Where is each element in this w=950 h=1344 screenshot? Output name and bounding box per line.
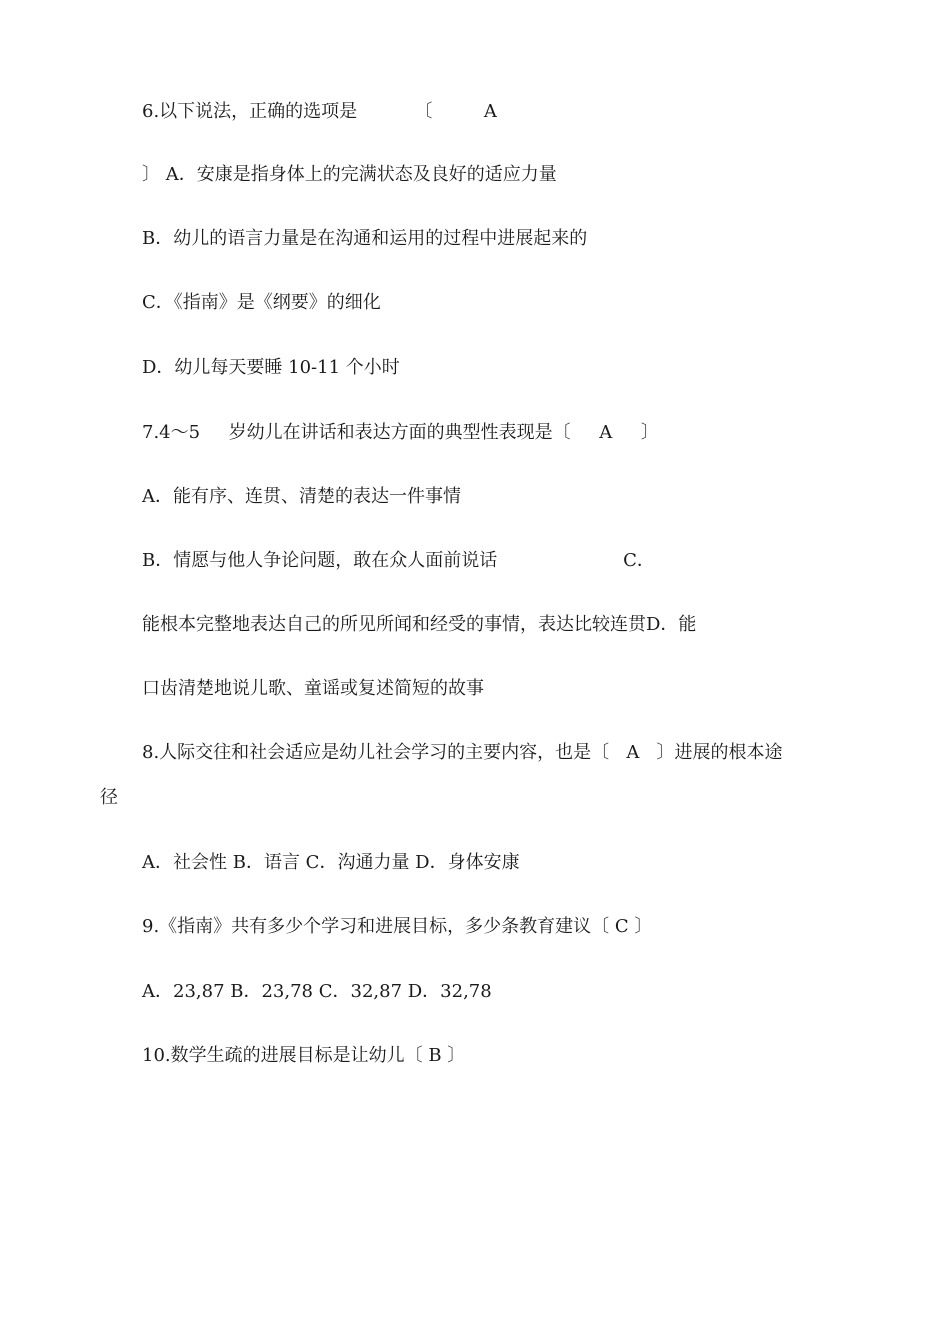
question-9-options: A．23,87 B．23,78 C．32,87 D．32,78 — [142, 981, 492, 1002]
question-6-option-c: C．《指南》是《纲要》的细化 — [142, 292, 381, 313]
question-7-option-b: B．情愿与他人争论问题，敢在众人面前说话 C． — [142, 550, 655, 571]
question-9-stem: 9.《指南》共有多少个学习和进展目标，多少条教育建议〔 C 〕 — [142, 916, 653, 937]
question-7-option-a: A．能有序、连贯、清楚的表达一件事情 — [142, 486, 461, 507]
question-6-option-a: 〕 A．安康是指身体上的完满状态及良好的适应力量 — [142, 164, 557, 185]
question-7-option-d: 口齿清楚地说儿歌、童谣或复述简短的故事 — [142, 678, 484, 699]
question-10-stem: 10.数学生疏的进展目标是让幼儿〔 B 〕 — [142, 1045, 466, 1066]
question-8-stem: 8.人际交往和社会适应是幼儿社会学习的主要内容，也是〔 A 〕进展的根本途 — [142, 742, 783, 763]
question-7-option-c: 能根本完整地表达自己的所见所闻和经受的事情，表达比较连贯D．能 — [142, 614, 697, 635]
question-8-stem-wrap: 径 — [100, 787, 118, 808]
question-6-option-d: D．幼儿每天要睡 10-11 个小时 — [142, 357, 400, 378]
question-6-stem: 6.以下说法，正确的选项是 〔 A — [142, 101, 497, 122]
question-6-option-b: B．幼儿的语言力量是在沟通和运用的过程中进展起来的 — [142, 228, 588, 249]
question-8-options: A．社会性 B．语言 C．沟通力量 D．身体安康 — [142, 852, 520, 873]
question-7-stem: 7.4～5 岁幼儿在讲话和表达方面的典型性表现是〔 A 〕 — [142, 422, 659, 443]
